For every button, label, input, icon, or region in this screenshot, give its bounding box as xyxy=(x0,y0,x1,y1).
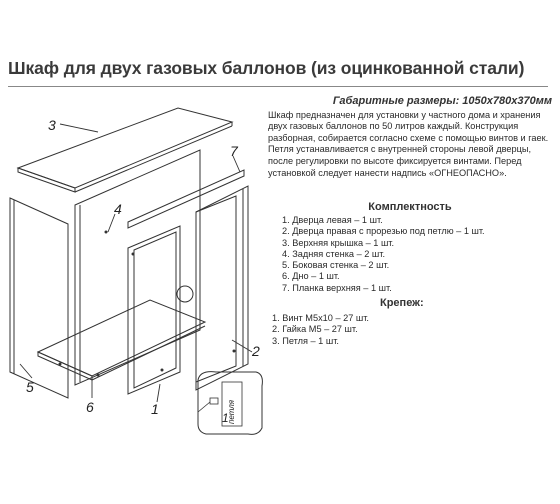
callout-5: 5 xyxy=(26,379,34,395)
fasteners-list xyxy=(272,313,472,347)
callout-6: 6 xyxy=(86,399,94,415)
hinge-detail xyxy=(198,372,262,435)
list-item: 6. Дно – 1 шт. xyxy=(282,271,340,282)
kit-list xyxy=(282,215,552,294)
hinge-detail-label: петля xyxy=(227,399,236,424)
page-title: Шкаф для двух газовых баллонов (из оцинкованной стали) xyxy=(8,58,525,78)
list-item: 1. Дверца левая – 1 шт. xyxy=(282,215,383,225)
top-strip xyxy=(128,170,244,228)
list-item: 4. Задняя стенка – 2 шт. xyxy=(282,248,386,259)
hinge-marker xyxy=(177,286,193,302)
callout-2: 2 xyxy=(252,343,260,359)
description-block xyxy=(268,96,556,179)
top-cover-edge xyxy=(18,168,75,192)
callout-7: 7 xyxy=(230,143,238,159)
list-item: 1. Винт М5х10 – 27 шт. xyxy=(272,313,369,323)
list-item: 5. Боковая стенка – 2 шт. xyxy=(282,260,390,271)
door-left xyxy=(128,226,180,394)
list-item: 2. Дверца правая с прорезью под петлю – 1 шт. xyxy=(282,226,485,237)
hinge-detail-callout: 1 xyxy=(222,411,229,425)
door-right xyxy=(196,196,236,382)
fasteners-heading: Крепеж: xyxy=(380,297,424,309)
side-wall-right xyxy=(196,186,248,390)
assembly-diagram xyxy=(0,88,290,468)
kit-heading: Комплектность xyxy=(368,201,452,213)
callout-3: 3 xyxy=(48,117,56,133)
callout-4: 4 xyxy=(114,201,122,217)
description-text: Шкаф предназначен для установки у частного дома и хранения двух газовых баллонов по 50 литров каждый. Конструкция разборная, собирается согласно схеме с помощью винтов и гаек. Петля устанавливается с внутренней стороны левой дверцы, после регулировки по высоте фиксируется винтами. Перед установкой следует нанести надпись «ОГНЕОПАСНО». xyxy=(268,109,549,178)
side-wall-left xyxy=(10,198,68,398)
list-item: 3. Петля – 1 шт. xyxy=(272,335,339,346)
back-panel xyxy=(75,150,200,385)
list-item: 7. Планка верхняя – 1 шт. xyxy=(282,282,392,293)
list-item: 3. Верхняя крышка – 1 шт. xyxy=(282,237,395,248)
list-item: 2. Гайка М5 – 27 шт. xyxy=(272,324,358,335)
title-divider xyxy=(8,86,548,87)
dimensions-heading: Габаритные размеры: 1050х780х370мм xyxy=(332,95,552,107)
callout-1: 1 xyxy=(151,401,159,417)
